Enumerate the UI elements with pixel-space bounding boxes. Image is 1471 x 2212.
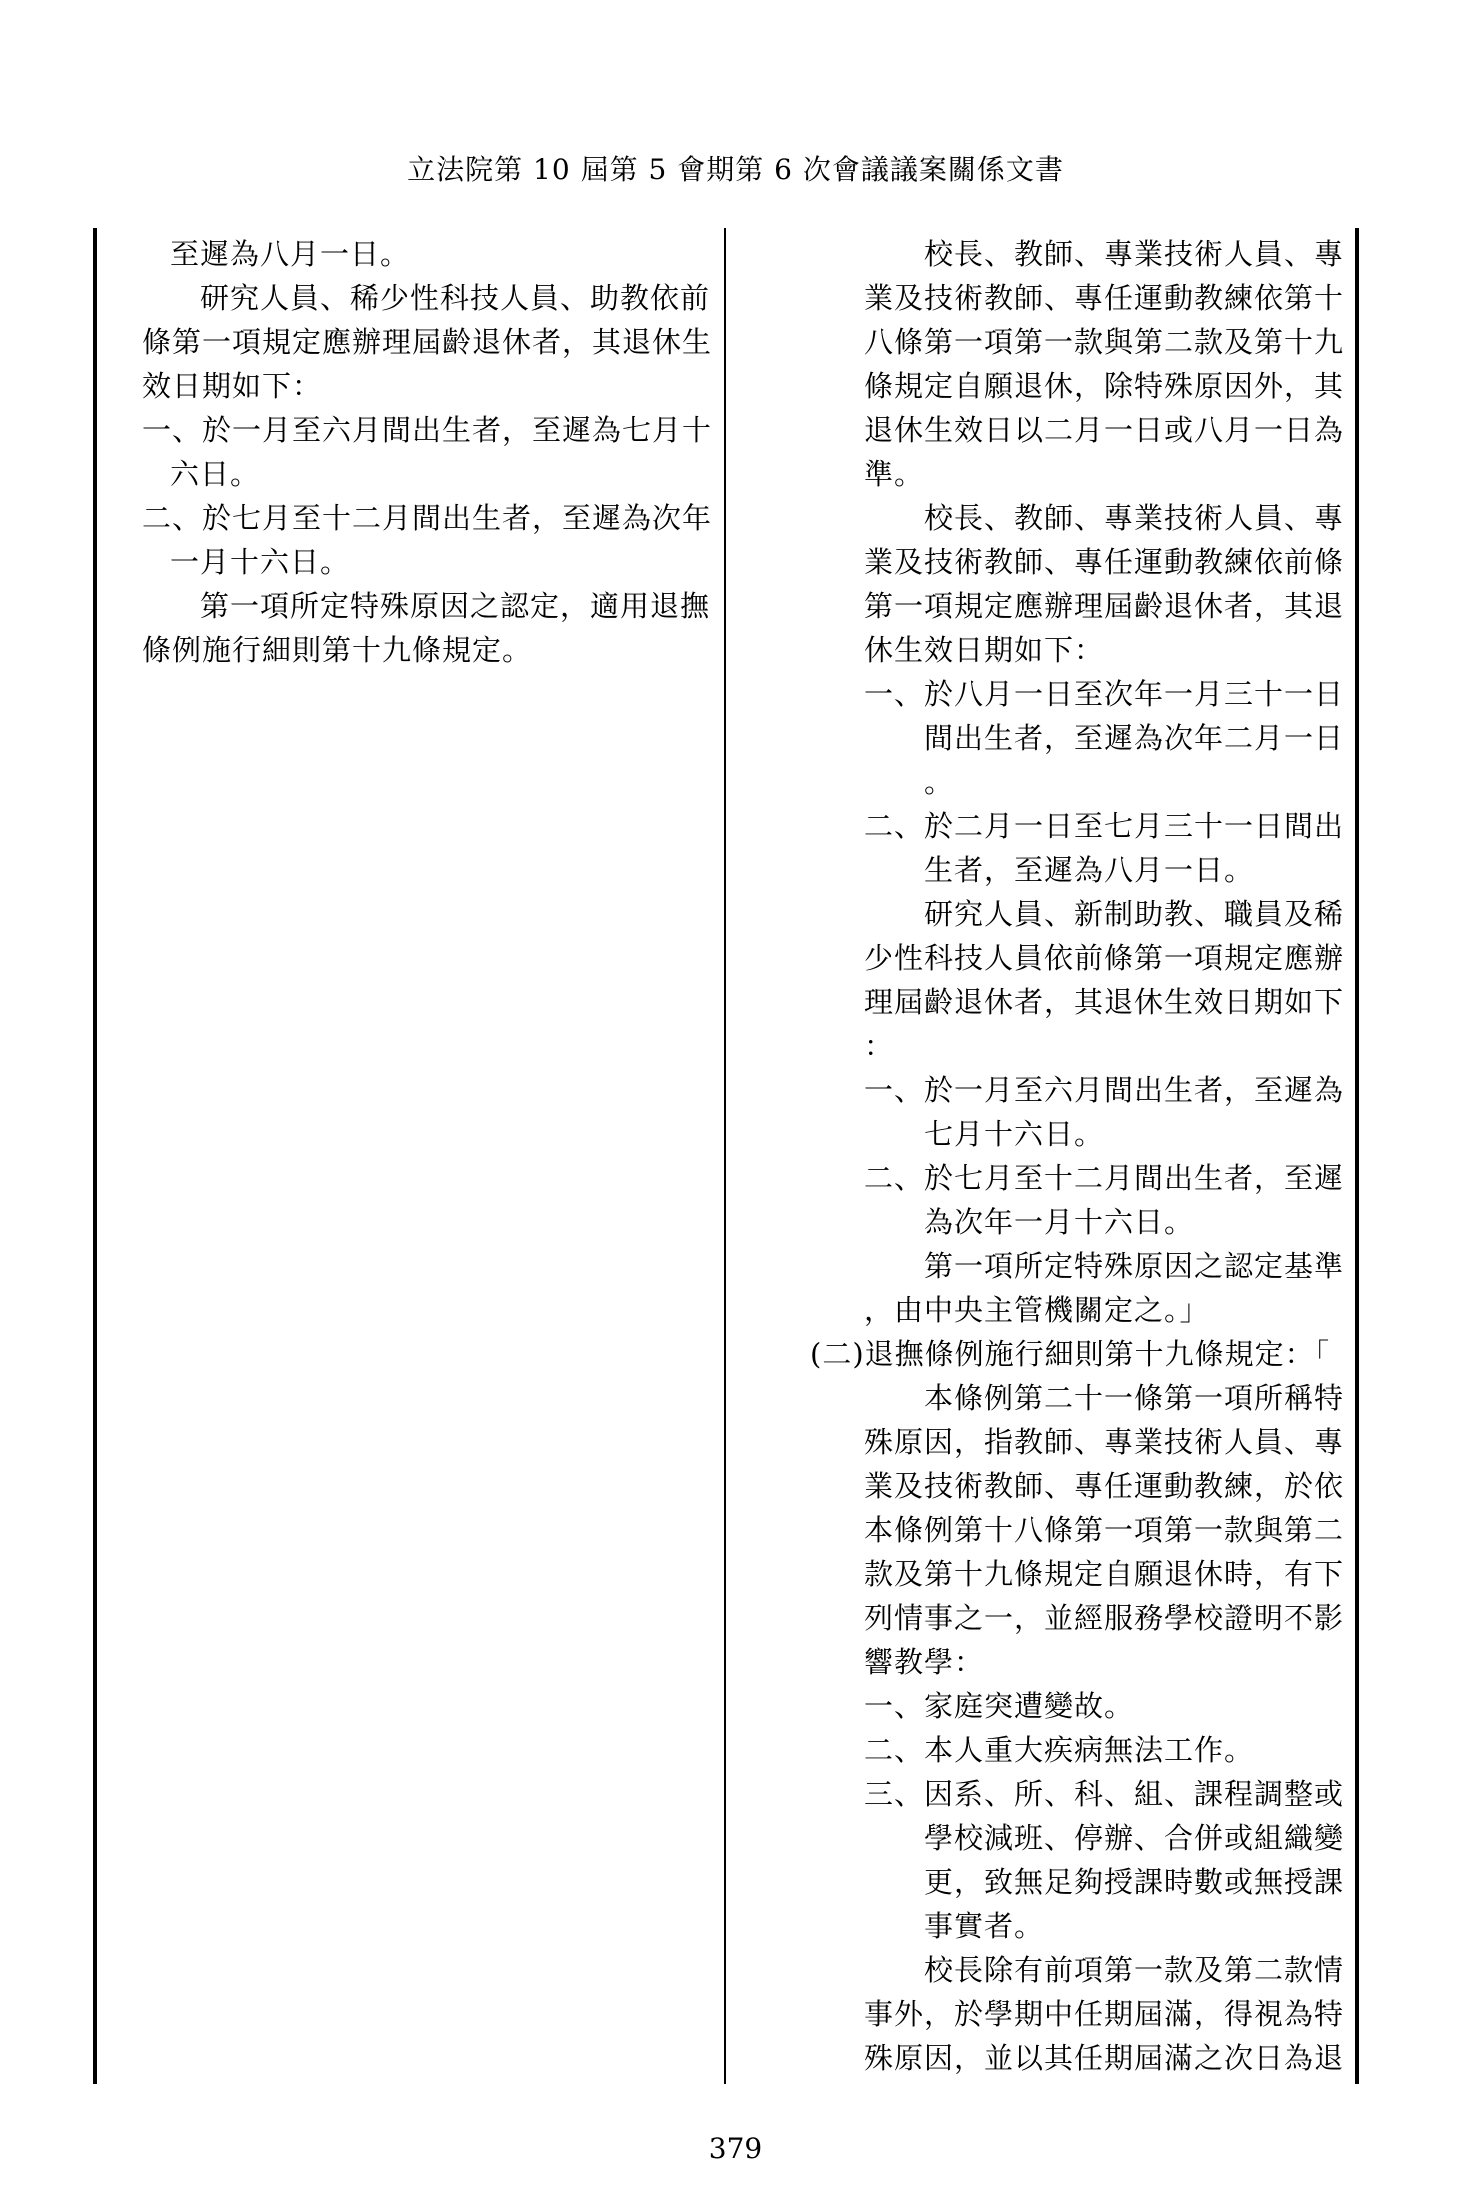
text-line: 業及技術教師、專任運動教練依第十 <box>864 281 1345 315</box>
text-line: 理屆齡退休者，其退休生效日期如下 <box>864 985 1345 1019</box>
text-line: 間出生者，至遲為次年二月一日 <box>924 721 1345 755</box>
text-line: 更，致無足夠授課時數或無授課 <box>924 1865 1345 1899</box>
text-line: 休生效日期如下： <box>864 633 1105 667</box>
text-line: 款及第十九條規定自願退休時，有下 <box>864 1557 1345 1591</box>
page-number: 379 <box>708 2132 763 2165</box>
center-divider-rule <box>724 228 726 2084</box>
text-line: 一、於一月至六月間出生者，至遲為 <box>864 1073 1345 1107</box>
text-line: 三、因系、所、科、組、課程調整或 <box>864 1777 1345 1811</box>
text-line: 一、於八月一日至次年一月三十一日 <box>864 677 1345 711</box>
left-column <box>142 232 713 672</box>
text-line: 第一項所定特殊原因之認定，適用退撫 <box>200 589 711 623</box>
text-line: 列情事之一，並經服務學校證明不影 <box>864 1601 1345 1635</box>
text-line: 研究人員、稀少性科技人員、助教依前 <box>200 281 711 315</box>
text-line: 一、於一月至六月間出生者，至遲為七月十 <box>142 413 713 447</box>
text-line: 二、於七月至十二月間出生者，至遲 <box>864 1161 1345 1195</box>
right-border-rule <box>1355 228 1359 2084</box>
text-line: 。 <box>924 765 955 799</box>
document-header: 立法院第 10 屆第 5 會期第 6 次會議議案關係文書 <box>407 153 1064 186</box>
text-line: 六日。 <box>170 457 261 491</box>
text-line: 退休生效日以二月一日或八月一日為 <box>864 413 1345 447</box>
text-line: 殊原因，指教師、專業技術人員、專 <box>864 1425 1345 1459</box>
text-line: 本條例第二十一條第一項所稱特 <box>924 1381 1345 1415</box>
text-line: ，由中央主管機關定之。」 <box>864 1293 1210 1327</box>
text-line: 二、於二月一日至七月三十一日間出 <box>864 809 1345 843</box>
left-border-rule <box>93 228 97 2084</box>
text-line: 事實者。 <box>924 1909 1045 1943</box>
text-line: 二、本人重大疾病無法工作。 <box>864 1733 1255 1767</box>
text-line: 學校減班、停辦、合併或組織變 <box>924 1821 1345 1855</box>
text-line: 殊原因，並以其任期屆滿之次日為退 <box>864 2041 1345 2075</box>
text-line: 為次年一月十六日。 <box>924 1205 1195 1239</box>
text-line: 條例施行細則第十九條規定。 <box>142 633 533 667</box>
text-line: 第一項規定應辦理屆齡退休者，其退 <box>864 589 1345 623</box>
text-line: 至遲為八月一日。 <box>170 237 411 271</box>
right-column <box>798 232 1343 2080</box>
text-line: 效日期如下： <box>142 369 323 403</box>
text-line: 七月十六日。 <box>924 1117 1105 1151</box>
text-line: 校長、教師、專業技術人員、專 <box>924 501 1345 535</box>
text-line: 校長除有前項第一款及第二款情 <box>924 1953 1345 1987</box>
text-line: 條規定自願退休，除特殊原因外，其 <box>864 369 1345 403</box>
text-line: 本條例第十八條第一項第一款與第二 <box>864 1513 1345 1547</box>
text-line: (二)退撫條例施行細則第十九條規定：「 <box>810 1337 1331 1371</box>
text-line: 業及技術教師、專任運動教練，於依 <box>864 1469 1345 1503</box>
text-line: 響教學： <box>864 1645 985 1679</box>
text-line: 條第一項規定應辦理屆齡退休者，其退休生 <box>142 325 713 359</box>
text-line: 準。 <box>864 457 925 491</box>
text-line: 少性科技人員依前條第一項規定應辦 <box>864 941 1345 975</box>
text-line: 一月十六日。 <box>170 545 351 579</box>
text-line: 八條第一項第一款與第二款及第十九 <box>864 325 1345 359</box>
text-line: 校長、教師、專業技術人員、專 <box>924 237 1345 271</box>
text-line: 事外，於學期中任期屆滿，得視為特 <box>864 1997 1345 2031</box>
text-line: 生者，至遲為八月一日。 <box>924 853 1255 887</box>
text-line: 一、家庭突遭變故。 <box>864 1689 1135 1723</box>
text-line: 研究人員、新制助教、職員及稀 <box>924 897 1345 931</box>
text-line: 業及技術教師、專任運動教練依前條 <box>864 545 1345 579</box>
text-line: 第一項所定特殊原因之認定基準 <box>924 1249 1345 1283</box>
text-line: ： <box>864 1029 895 1063</box>
text-line: 二、於七月至十二月間出生者，至遲為次年 <box>142 501 713 535</box>
